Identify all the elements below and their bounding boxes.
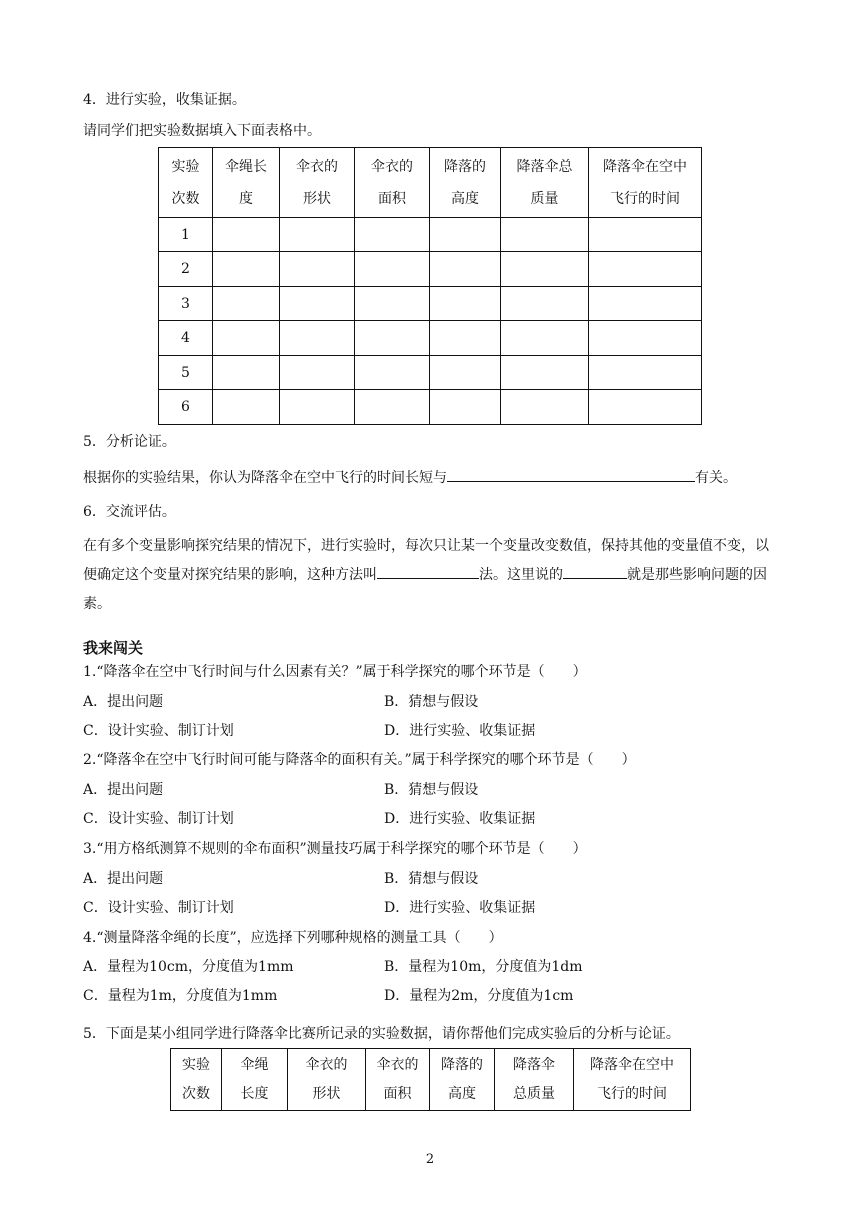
table-cell[interactable] [355,287,430,321]
section5-text-before: 根据你的实验结果，你认为降落伞在空中飞行的时间长短与 [83,470,447,486]
table1-header-cell: 伞衣的 面积 [355,148,430,218]
table-cell[interactable] [280,390,355,425]
section5-sentence [83,467,737,488]
quiz-heading: 我来闯关 [83,639,144,657]
question-2-option-c[interactable]: C．设计实验、制订计划 [83,811,234,827]
table-cell[interactable] [213,252,280,287]
question-4-option-c[interactable]: C．量程为1m，分度值为1mm [83,988,278,1004]
table1-header-cell: 伞衣的 形状 [280,148,355,218]
trial-number: 5 [159,356,213,390]
table-cell[interactable] [213,321,280,356]
table-row [159,356,702,390]
table-cell[interactable] [213,356,280,390]
table-row [159,390,702,425]
table-cell[interactable] [501,287,589,321]
section6-text-part3: 就是那些影响问题的因素。 [83,567,767,612]
table-cell[interactable] [501,218,589,252]
table1-header-cell: 降落的 高度 [430,148,501,218]
table2-header-cell: 伞绳 长度 [222,1049,288,1111]
table2-header-cell: 伞衣的 形状 [288,1049,366,1111]
table-cell[interactable] [589,252,702,287]
table-cell[interactable] [430,390,501,425]
table-cell[interactable] [430,321,501,356]
data-table-2 [170,1048,691,1111]
section6-paragraph [83,532,777,619]
section6-text-part1: 在有多个变量影响探究结果的情况下，进行实验时，每次只让某一个变量改变数值，保持其他的变量值不变，以便确定这个变量对探究结果的影响，这种方法叫 [83,538,769,583]
table-cell[interactable] [355,252,430,287]
table-cell[interactable] [280,287,355,321]
question-1-option-a[interactable]: A．提出问题 [83,694,164,710]
question-1-option-d[interactable]: D．进行实验、收集证据 [384,723,536,739]
answer-blank[interactable] [563,564,627,579]
table2-header-cell: 降落伞在空中 飞行的时间 [574,1049,691,1111]
question-4-stem: 4.“测量降落伞绳的长度”，应选择下列哪种规格的测量工具（ ） [83,930,503,946]
table-cell[interactable] [589,218,702,252]
answer-blank[interactable] [447,467,695,482]
question-1-stem: 1.“降落伞在空中飞行时间与什么因素有关？”属于科学探究的哪个环节是（ ） [83,664,587,680]
table2-header-cell: 降落伞 总质量 [495,1049,574,1111]
trial-number: 6 [159,390,213,425]
table-cell[interactable] [589,287,702,321]
table-cell[interactable] [280,252,355,287]
table-cell[interactable] [280,218,355,252]
table-cell[interactable] [589,390,702,425]
trial-number: 1 [159,218,213,252]
table2-header-cell: 降落的 高度 [430,1049,495,1111]
trial-number: 4 [159,321,213,356]
table1-header-cell: 降落伞在空中 飞行的时间 [589,148,702,218]
table-cell[interactable] [280,356,355,390]
question-4-option-a[interactable]: A．量程为10cm，分度值为1mm [83,959,294,975]
table-cell[interactable] [213,287,280,321]
table2-header-row [171,1049,691,1111]
section6-title: 6．交流评估。 [83,504,176,520]
table-row [159,321,702,356]
section6-text-part2: 法。这里说的 [479,567,563,583]
table1-header-row [159,148,702,218]
section4-title: 4．进行实验，收集证据。 [83,92,246,108]
table-cell[interactable] [355,356,430,390]
table1-header-cell: 伞绳长 度 [213,148,280,218]
section4-instruction: 请同学们把实验数据填入下面表格中。 [83,123,321,139]
question-2-option-b[interactable]: B．猜想与假设 [384,782,479,798]
table-row [159,287,702,321]
table-cell[interactable] [430,252,501,287]
question-5-stem: 5．下面是某小组同学进行降落伞比赛所记录的实验数据，请你帮他们完成实验后的分析与论证。 [83,1026,680,1042]
table-cell[interactable] [355,321,430,356]
page-number: 2 [425,1152,435,1167]
table2-header-cell: 伞衣的 面积 [366,1049,430,1111]
question-1-option-b[interactable]: B．猜想与假设 [384,694,479,710]
question-3-option-d[interactable]: D．进行实验、收集证据 [384,900,536,916]
table-row [159,218,702,252]
question-2-option-a[interactable]: A．提出问题 [83,782,164,798]
table-cell[interactable] [213,390,280,425]
table-cell[interactable] [430,287,501,321]
table-cell[interactable] [280,321,355,356]
answer-blank[interactable] [377,564,479,579]
section5-text-after: 有关。 [695,470,737,486]
question-3-option-a[interactable]: A．提出问题 [83,871,164,887]
table1-header-cell: 降落伞总 质量 [501,148,589,218]
table-cell[interactable] [501,390,589,425]
question-1-option-c[interactable]: C．设计实验、制订计划 [83,723,234,739]
table-cell[interactable] [430,356,501,390]
question-3-stem: 3.“用方格纸测算不规则的伞布面积”测量技巧属于科学探究的哪个环节是（ ） [83,841,587,857]
data-table-1 [158,147,702,425]
question-4-option-d[interactable]: D．量程为2m，分度值为1cm [384,988,574,1004]
table-cell[interactable] [430,218,501,252]
question-4-option-b[interactable]: B．量程为10m，分度值为1dm [384,959,583,975]
table-row [159,252,702,287]
question-2-option-d[interactable]: D．进行实验、收集证据 [384,811,536,827]
question-3-option-c[interactable]: C．设计实验、制订计划 [83,900,234,916]
table-cell[interactable] [355,390,430,425]
table-cell[interactable] [355,218,430,252]
section5-title: 5．分析论证。 [83,434,176,450]
table-cell[interactable] [501,252,589,287]
table2-header-cell: 实验 次数 [171,1049,222,1111]
table-cell[interactable] [501,356,589,390]
question-3-option-b[interactable]: B．猜想与假设 [384,871,479,887]
trial-number: 3 [159,287,213,321]
trial-number: 2 [159,252,213,287]
table-cell[interactable] [589,321,702,356]
question-2-stem: 2.“降落伞在空中飞行时间可能与降落伞的面积有关。”属于科学探究的哪个环节是（ ） [83,752,636,768]
table-cell[interactable] [501,321,589,356]
table1-header-cell: 实验 次数 [159,148,213,218]
table-cell[interactable] [589,356,702,390]
table-cell[interactable] [213,218,280,252]
